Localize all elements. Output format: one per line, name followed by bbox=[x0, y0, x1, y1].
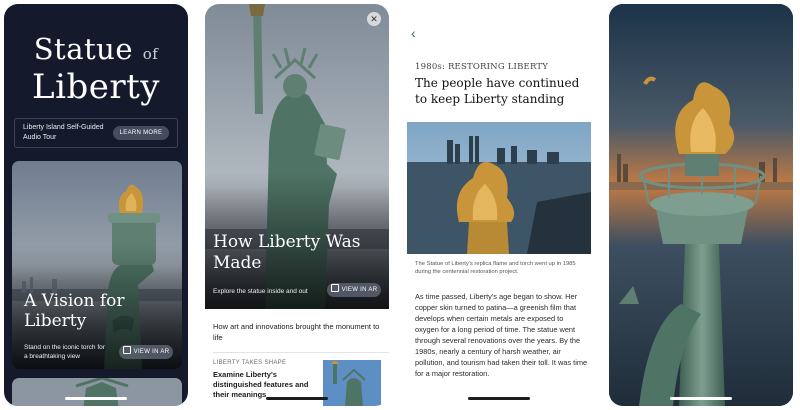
title-statue: Statue bbox=[33, 32, 133, 66]
title-of: of bbox=[142, 45, 159, 63]
article-title: The people have continued to keep Liberty standing bbox=[415, 76, 580, 106]
ar-cube-icon bbox=[123, 346, 131, 354]
screen-how-liberty-was-made bbox=[205, 4, 389, 406]
chevron-left-icon: ‹ bbox=[411, 25, 416, 41]
article-body: As time passed, Liberty's age began to show. Her copper skin turned to patina—a greenish film that develops when certain metals are exposed to oxygen for a long period of time. The statue went through several renovations over the years. By the 1980s, nearly a century of harsh weather, air pollution, and tourism had taken their toll. It was time for a major restoration. bbox=[415, 292, 588, 378]
view-in-ar-label: VIEW IN AR bbox=[341, 287, 378, 293]
view-in-ar-button[interactable] bbox=[327, 283, 381, 297]
replica-torch-photo bbox=[407, 122, 591, 254]
how-made-title: How Liberty Was Made bbox=[213, 232, 361, 273]
home-indicator bbox=[65, 397, 127, 400]
vision-for-liberty-card[interactable] bbox=[12, 161, 182, 369]
ar-cube-icon bbox=[331, 284, 339, 292]
divider bbox=[213, 352, 389, 353]
screen-statue-home bbox=[4, 4, 188, 406]
learn-more-button[interactable]: LEARN MORE bbox=[113, 126, 169, 140]
how-made-subtitle: Explore the statue inside and out bbox=[213, 288, 308, 295]
audio-tour-card[interactable] bbox=[14, 118, 178, 148]
app-title bbox=[4, 34, 188, 105]
photo-caption: The Statue of Liberty's replica flame and torch went up in 1985 during the centennial restoration project. bbox=[415, 261, 576, 275]
home-indicator bbox=[468, 397, 530, 400]
title-liberty: Liberty bbox=[32, 67, 160, 107]
ar-torch-scene bbox=[609, 4, 793, 406]
how-made-hero bbox=[205, 4, 389, 309]
torch-hand-photo bbox=[12, 161, 182, 369]
vision-subtitle: Stand on the iconic torch for a breathtaking view bbox=[24, 344, 105, 360]
screen-ar-torch-view bbox=[609, 4, 793, 406]
home-indicator bbox=[266, 397, 328, 400]
close-icon: ✕ bbox=[370, 14, 378, 24]
close-button[interactable] bbox=[367, 12, 381, 26]
statue-thumbnail-photo bbox=[323, 360, 381, 406]
view-in-ar-label: VIEW IN AR bbox=[133, 349, 170, 355]
features-thumbnail[interactable] bbox=[323, 360, 381, 406]
next-card-peek[interactable] bbox=[12, 378, 182, 406]
vision-title: A Vision for Liberty bbox=[24, 291, 125, 331]
screen-restoring-liberty bbox=[407, 4, 591, 406]
home-indicator bbox=[670, 397, 732, 400]
statue-crown-photo bbox=[12, 378, 182, 406]
intro-text: How art and innovations brought the monument to life bbox=[213, 322, 380, 342]
view-in-ar-button[interactable] bbox=[119, 345, 173, 359]
features-link[interactable]: Examine Liberty's distinguished features and their meanings bbox=[213, 370, 309, 399]
article-kicker: 1980s: RESTORING LIBERTY bbox=[415, 62, 549, 72]
audio-tour-label: Liberty Island Self-Guided Audio Tour bbox=[23, 124, 104, 141]
back-button[interactable] bbox=[411, 26, 425, 40]
section-kicker: LIBERTY TAKES SHAPE bbox=[213, 360, 287, 366]
torch-city-photo bbox=[407, 122, 591, 254]
